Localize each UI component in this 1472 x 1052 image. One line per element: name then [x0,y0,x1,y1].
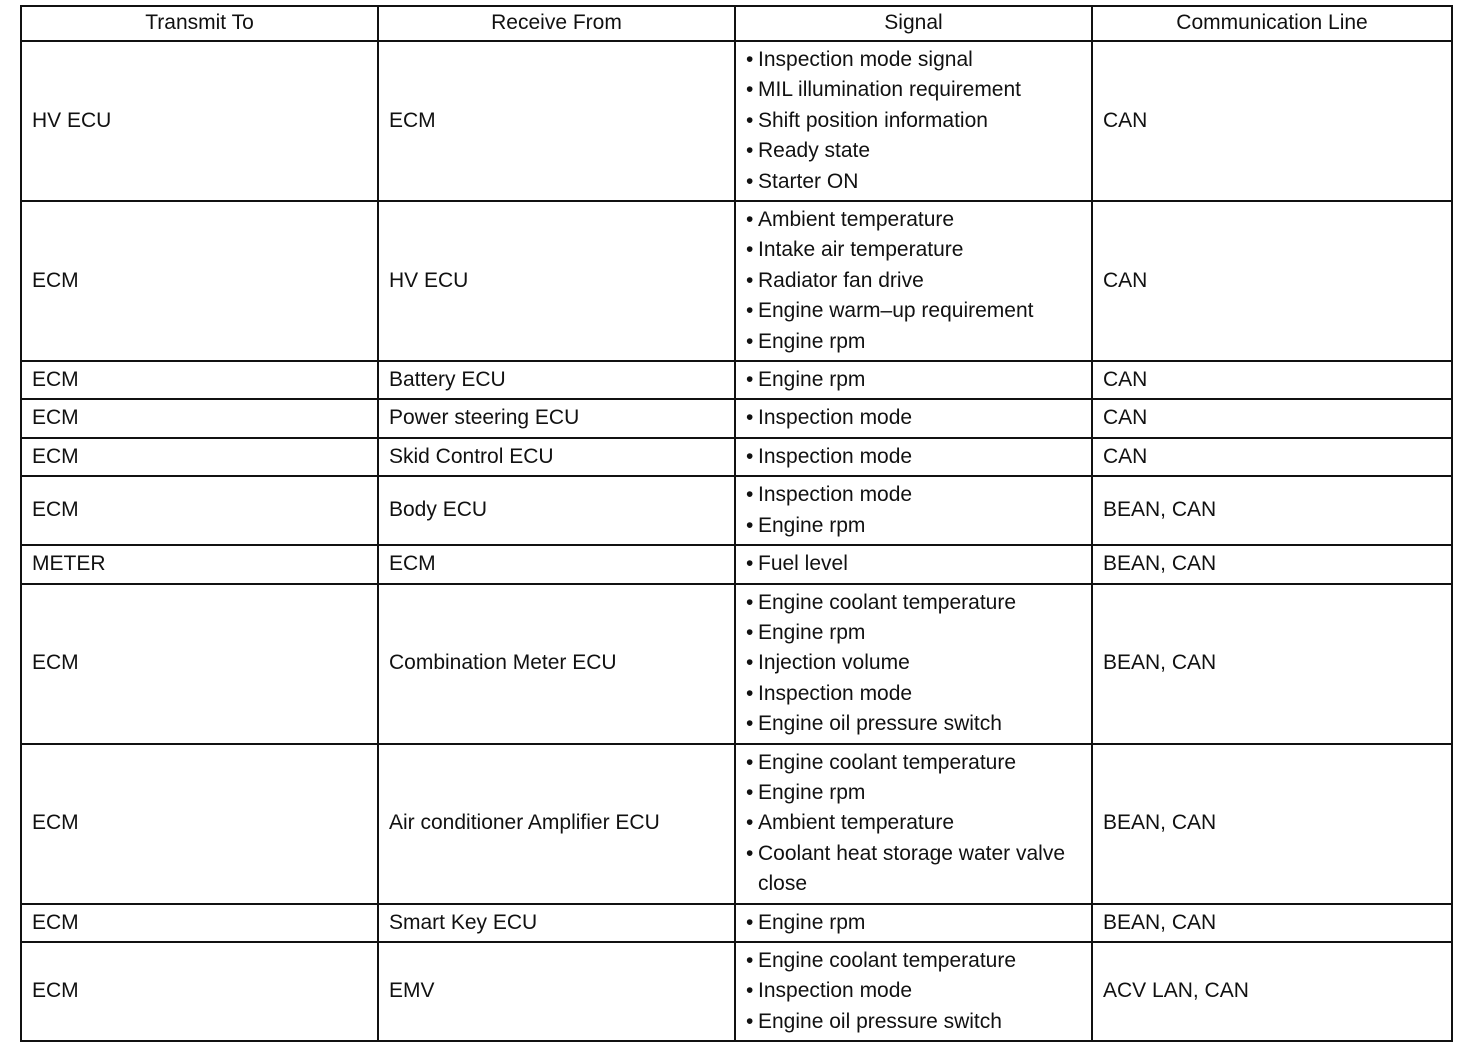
bullet-icon: • [746,139,754,163]
signal-text: Engine warm–up requirement [758,299,1034,323]
table-row [21,942,1452,1041]
signal-item [746,976,1083,1006]
receive-from-cell: Smart Key ECU [378,904,735,942]
bullet-icon: • [746,513,754,537]
receive-from-cell: EMV [378,942,735,1041]
signal-item [746,808,1083,838]
bullet-icon: • [746,444,754,468]
bullet-icon: • [746,268,754,292]
transmit-to-cell: ECM [21,942,378,1041]
signal-text: Inspection mode [758,444,913,468]
signal-cell [735,942,1092,1041]
signal-text: Engine oil pressure switch [758,1009,1002,1033]
table-body [21,41,1452,1041]
header-row [21,6,1452,41]
signal-text: Engine rpm [758,780,866,804]
table-row [21,904,1452,942]
bullet-icon: • [746,681,754,705]
signal-cell [735,41,1092,201]
bullet-icon: • [746,238,754,262]
communication-line-cell: CAN [1092,438,1452,476]
bullet-icon: • [746,841,754,865]
signal-text: Inspection mode [758,681,913,705]
header-receive-from: Receive From [378,6,735,41]
signal-text: MIL illumination requirement [758,78,1022,102]
bullet-icon: • [746,78,754,102]
signal-text: Engine rpm [758,620,866,644]
signal-item [746,748,1083,778]
bullet-icon: • [746,1009,754,1033]
signal-item [746,709,1083,739]
signal-item [746,136,1083,166]
communication-line-cell: BEAN, CAN [1092,476,1452,545]
table-row [21,476,1452,545]
signal-item [746,442,1083,472]
receive-from-cell: ECM [378,545,735,583]
signal-item [746,1007,1083,1037]
signal-text: Ambient temperature [758,811,955,835]
signal-text: Starter ON [758,169,859,193]
communication-line-cell: CAN [1092,41,1452,201]
signal-cell [735,744,1092,904]
bullet-icon: • [746,750,754,774]
signal-text: Engine oil pressure switch [758,712,1002,736]
transmit-to-cell: ECM [21,904,378,942]
receive-from-cell: Body ECU [378,476,735,545]
header-transmit-to: Transmit To [21,6,378,41]
signal-text: Intake air temperature [758,238,964,262]
signal-cell [735,904,1092,942]
bullet-icon: • [746,48,754,71]
communication-line-cell: CAN [1092,399,1452,437]
signal-text: Ambient temperature [758,208,955,232]
signal-item [746,549,1083,579]
signal-text: Inspection mode [758,406,913,430]
receive-from-cell: ECM [378,41,735,201]
table-row [21,41,1452,201]
signal-item [746,908,1083,938]
signal-item [746,648,1083,678]
transmit-to-cell: ECM [21,438,378,476]
signal-text: Engine rpm [758,329,866,353]
signal-cell [735,201,1092,361]
bullet-icon: • [746,483,754,507]
bullet-icon: • [746,811,754,835]
table-row [21,361,1452,399]
table-row [21,744,1452,904]
table-header [21,6,1452,41]
signal-item [746,778,1083,808]
bullet-icon: • [746,780,754,804]
bullet-icon: • [746,329,754,353]
receive-from-cell: Power steering ECU [378,399,735,437]
signal-item [746,106,1083,136]
receive-from-cell: Battery ECU [378,361,735,399]
bullet-icon: • [746,651,754,675]
signal-cell [735,399,1092,437]
transmit-to-cell: ECM [21,361,378,399]
signal-cell [735,476,1092,545]
signal-text: Inspection mode signal [758,48,973,71]
header-communication-line: Communication Line [1092,6,1452,41]
signal-text: Inspection mode [758,979,913,1003]
bullet-icon: • [746,368,754,392]
signal-text: Coolant heat storage water valve close [758,841,1066,896]
transmit-to-cell: METER [21,545,378,583]
bullet-icon: • [746,712,754,736]
signal-text: Engine rpm [758,513,866,537]
signal-text: Shift position information [758,108,988,132]
signal-item [746,45,1083,75]
transmit-to-cell: ECM [21,476,378,545]
transmit-to-cell: ECM [21,201,378,361]
signal-text: Radiator fan drive [758,268,924,292]
signal-item [746,946,1083,976]
communication-line-cell: BEAN, CAN [1092,584,1452,744]
signal-item [746,75,1083,105]
bullet-icon: • [746,108,754,132]
bullet-icon: • [746,979,754,1003]
bullet-icon: • [746,299,754,323]
bullet-icon: • [746,948,754,972]
signal-item [746,403,1083,433]
header-signal: Signal [735,6,1092,41]
signal-text: Engine coolant temperature [758,948,1016,972]
transmit-to-cell: HV ECU [21,41,378,201]
table-row [21,438,1452,476]
communication-table [20,5,1453,1042]
table-row [21,584,1452,744]
signal-cell [735,438,1092,476]
signal-item [746,588,1083,618]
signal-text: Engine coolant temperature [758,590,1016,614]
signal-item [746,839,1083,900]
signal-item [746,296,1083,326]
signal-item [746,327,1083,357]
signal-text: Injection volume [758,651,910,675]
transmit-to-cell: ECM [21,399,378,437]
communication-line-cell: BEAN, CAN [1092,744,1452,904]
bullet-icon: • [746,910,754,934]
signal-item [746,266,1083,296]
bullet-icon: • [746,169,754,193]
signal-text: Engine rpm [758,368,866,392]
signal-item [746,205,1083,235]
receive-from-cell: Skid Control ECU [378,438,735,476]
signal-cell [735,361,1092,399]
signal-text: Fuel level [758,552,848,576]
signal-item [746,167,1083,197]
signal-item [746,235,1083,265]
signal-item [746,618,1083,648]
communication-line-cell: BEAN, CAN [1092,904,1452,942]
table-row [21,545,1452,583]
communication-line-cell: ACV LAN, CAN [1092,942,1452,1041]
communication-line-cell: CAN [1092,201,1452,361]
bullet-icon: • [746,406,754,430]
bullet-icon: • [746,620,754,644]
signal-item [746,511,1083,541]
table-row [21,201,1452,361]
signal-item [746,679,1083,709]
table-row [21,399,1452,437]
signal-cell [735,545,1092,583]
signal-cell [735,584,1092,744]
signal-text: Engine rpm [758,910,866,934]
receive-from-cell: Air conditioner Amplifier ECU [378,744,735,904]
signal-item [746,365,1083,395]
transmit-to-cell: ECM [21,744,378,904]
transmit-to-cell: ECM [21,584,378,744]
signal-text: Engine coolant temperature [758,750,1016,774]
receive-from-cell: Combination Meter ECU [378,584,735,744]
signal-item [746,480,1083,510]
signal-text: Ready state [758,139,871,163]
bullet-icon: • [746,552,754,576]
communication-line-cell: CAN [1092,361,1452,399]
bullet-icon: • [746,208,754,232]
receive-from-cell: HV ECU [378,201,735,361]
bullet-icon: • [746,590,754,614]
signal-text: Inspection mode [758,483,913,507]
communication-line-cell: BEAN, CAN [1092,545,1452,583]
